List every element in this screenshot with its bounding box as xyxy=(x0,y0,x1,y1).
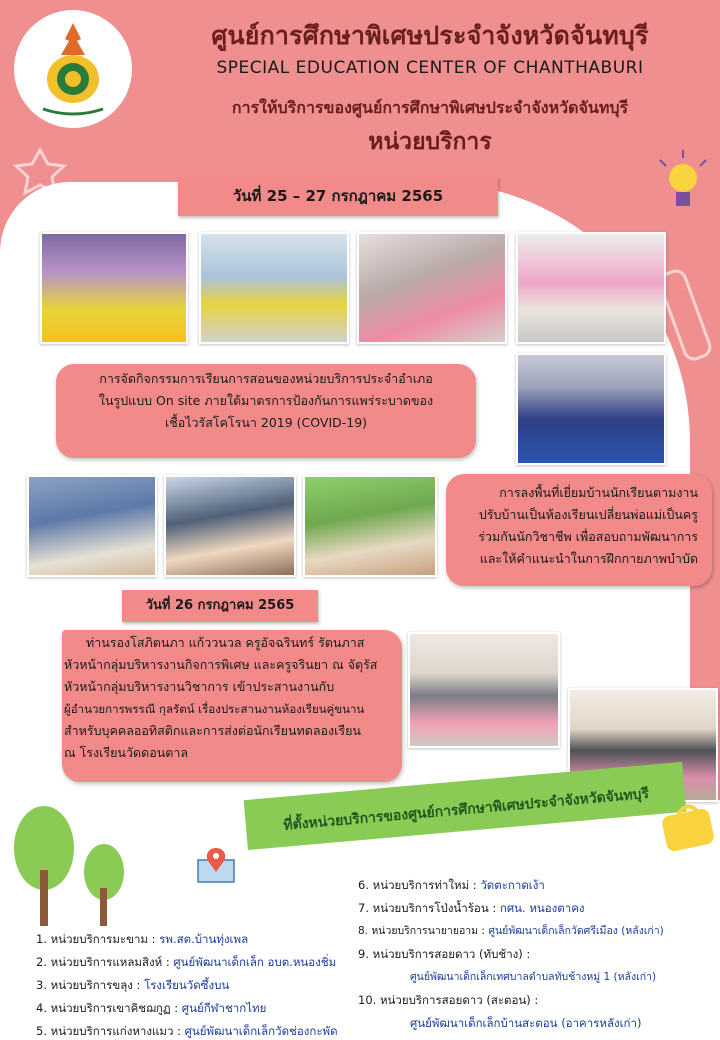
date-banner-1: วันที่ 25 – 27 กรกฎาคม 2565 xyxy=(178,176,498,216)
photo-classroom-1 xyxy=(40,232,188,344)
list-item-detail: ศูนย์พัฒนาเด็กเล็กบ้านสะตอน (อาคารหลังเก่า) xyxy=(410,1016,642,1030)
list-item: 7. หน่วยบริการโป่งน้ำร้อน : กศน. หนองตาคง xyxy=(358,901,585,915)
photo-classroom-2 xyxy=(199,232,349,344)
meeting-line: หัวหน้ากลุ่มบริหารงานกิจการพิเศษ และครูจรินยา ณ จัตุรัส xyxy=(64,657,378,672)
list-item: 6. หน่วยบริการท่าใหม่ : วัดตะกาดเง้า xyxy=(358,878,545,892)
photo-home-visit-1 xyxy=(27,475,157,577)
activity-line: การจัดกิจกรรมการเรียนการสอนของหน่วยบริการประจำอำเภอ xyxy=(99,371,433,386)
home-visit-line: และให้คำแนะนำในการฝึกกายภาพบำบัด xyxy=(479,551,698,566)
locations-list-right xyxy=(358,874,718,1035)
home-visit-line: การลงพื้นที่เยี่ยมบ้านนักเรียนตามงาน xyxy=(499,485,698,500)
meeting-line: ณ โรงเรียนวัดดอนตาล xyxy=(64,745,189,760)
page-title-en: SPECIAL EDUCATION CENTER OF CHANTHABURI xyxy=(216,58,644,78)
list-item: 3. หน่วยบริการขลุง : โรงเรียนวัดซึ้งบน xyxy=(36,978,230,992)
activity-card xyxy=(56,364,476,458)
home-visit-card xyxy=(446,474,712,586)
meeting-line: หัวหน้ากลุ่มบริหารงานวิชาการ เข้าประสานงานกับ xyxy=(64,679,335,694)
activity-line: ในรูปแบบ On site ภายใต้มาตรการป้องกันการแพร่ระบาดของ xyxy=(98,393,434,408)
list-item: 8. หน่วยบริการนายายอาม : ศูนย์พัฒนาเด็กเล็กวัดศรีเมือง (หลังเก่า) xyxy=(358,925,664,937)
meeting-line: ท่านรองโสภิตนภา แก้ววนวล ครูอัจฉรินทร์ รัตนภาส xyxy=(86,635,365,650)
meeting-line: สำหรับบุคคลออทิสติกและการส่งต่อนักเรียนทดลองเรียน xyxy=(64,723,361,738)
photo-classroom-3 xyxy=(357,232,507,344)
photo-home-visit-3 xyxy=(303,475,437,577)
emblem-icon xyxy=(33,19,113,119)
list-item-detail: ศูนย์พัฒนาเด็กเล็กเทศบาลตำบลทับช้างหมู่ 1 (หลังเก่า) xyxy=(410,971,657,983)
list-item: 10. หน่วยบริการสอยดาว (สะตอน) : xyxy=(358,993,539,1007)
photo-classroom-4 xyxy=(516,232,666,344)
photo-home-visit-2 xyxy=(164,475,296,577)
photo-meeting-1 xyxy=(408,632,560,748)
page-subtitle: การให้บริการของศูนย์การศึกษาพิเศษประจำจังหวัดจันทบุรี xyxy=(231,98,629,117)
list-item: 4. หน่วยบริการเขาคิชฌกูฏ : ศูนย์กีฬาชากไทย xyxy=(36,1001,267,1015)
list-item: 9. หน่วยบริการสอยดาว (ทับช้าง) : xyxy=(358,947,531,961)
page-title: ศูนย์การศึกษาพิเศษประจำจังหวัดจันทบุรี xyxy=(211,21,649,50)
date-banner-2: วันที่ 26 กรกฎาคม 2565 xyxy=(122,590,318,622)
map-pin-icon xyxy=(196,846,236,886)
activity-line: เชื้อไวรัสโคโรนา 2019 (COVID-19) xyxy=(164,415,368,430)
home-visit-line: ร่วมกันนักวิชาชีพ เพื่อสอบถามพัฒนาการ xyxy=(478,529,698,544)
meeting-card xyxy=(62,630,402,782)
logo xyxy=(14,10,132,128)
list-item: 2. หน่วยบริการแหลมสิงห์ : ศูนย์พัฒนาเด็กเล็ก อบต.หนองชิ่ม xyxy=(36,955,337,969)
unit-heading: หน่วยบริการ xyxy=(368,129,492,155)
locations-list-left xyxy=(36,928,356,1040)
photo-classroom-5 xyxy=(516,353,666,465)
bag-icon xyxy=(660,800,716,854)
list-item: 1. หน่วยบริการมะขาม : รพ.สต.บ้านทุ่งเพล xyxy=(36,932,249,946)
home-visit-line: ปรับบ้านเป็นห้องเรียนเปลี่ยนพ่อแม่เป็นครู xyxy=(478,507,698,522)
tree-icon xyxy=(0,800,140,930)
list-item: 5. หน่วยบริการแก่งหางแมว : ศูนย์พัฒนาเด็กเล็กวัดช่องกะพัด xyxy=(36,1024,338,1038)
meeting-line: ผู้อำนวยการพรรณี กุลรัตน์ เรื่องประสานงานห้องเรียนคู่ขนาน xyxy=(64,702,365,716)
locations-title: ที่ตั้งหน่วยบริการของศูนย์การศึกษาพิเศษประจำจังหวัดจันทบุรี xyxy=(282,785,650,834)
